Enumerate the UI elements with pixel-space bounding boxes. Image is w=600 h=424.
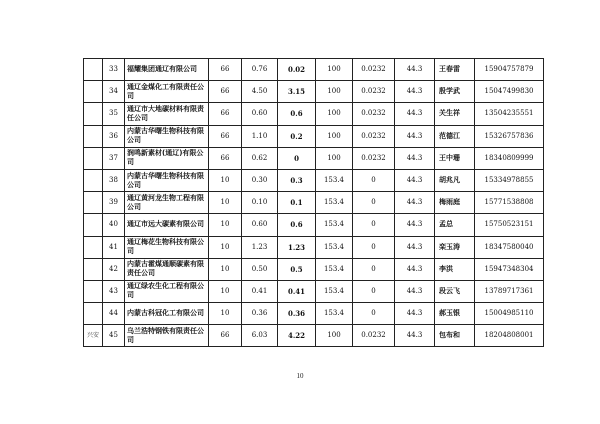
value-cell: 0.60 [242, 214, 278, 236]
value-cell: 10 [209, 280, 242, 302]
row-number-cell: 39 [103, 192, 125, 214]
value-cell: 0.10 [242, 192, 278, 214]
value-cell: 100 [316, 59, 353, 81]
value-cell: 0 [353, 192, 395, 214]
value-cell: 44.3 [395, 303, 435, 325]
company-name-cell: 内蒙古科冠化工有限公司 [125, 303, 209, 325]
table-row [84, 325, 544, 347]
region-cell [84, 103, 103, 125]
value-cell: 10 [209, 192, 242, 214]
value-cell: 3.15 [278, 81, 316, 103]
row-number-cell: 44 [103, 303, 125, 325]
value-cell: 153.4 [316, 169, 353, 191]
phone-number-cell: 18347580040 [475, 236, 544, 258]
value-cell: 0.5 [278, 258, 316, 280]
table-row [84, 169, 544, 191]
value-cell: 10 [209, 303, 242, 325]
value-cell: 44.3 [395, 81, 435, 103]
value-cell: 0.2 [278, 125, 316, 147]
value-cell: 44.3 [395, 280, 435, 302]
company-name-cell: 内蒙古华曙生物科技有限公司 [125, 125, 209, 147]
phone-number-cell: 15334978855 [475, 169, 544, 191]
value-cell: 0.36 [242, 303, 278, 325]
contact-name-cell: 梅雨庭 [435, 192, 475, 214]
value-cell: 100 [316, 325, 353, 347]
phone-number-cell: 15904757879 [475, 59, 544, 81]
value-cell: 1.10 [242, 125, 278, 147]
value-cell: 0 [353, 169, 395, 191]
value-cell: 0.02 [278, 59, 316, 81]
value-cell: 153.4 [316, 236, 353, 258]
value-cell: 0.76 [242, 59, 278, 81]
page-number: 10 [296, 372, 304, 380]
region-cell [84, 280, 103, 302]
phone-number-cell: 13789717361 [475, 280, 544, 302]
region-cell [84, 192, 103, 214]
row-number-cell: 42 [103, 258, 125, 280]
value-cell: 66 [209, 325, 242, 347]
row-number-cell: 40 [103, 214, 125, 236]
value-cell: 0.0232 [353, 59, 395, 81]
phone-number-cell: 15004985110 [475, 303, 544, 325]
phone-number-cell: 15771538808 [475, 192, 544, 214]
table-row [84, 81, 544, 103]
contact-name-cell: 包布和 [435, 325, 475, 347]
table-row [84, 125, 544, 147]
table-row [84, 303, 544, 325]
value-cell: 0 [353, 214, 395, 236]
company-name-cell: 内蒙古华曙生物科技有限公司 [125, 169, 209, 191]
region-cell [84, 169, 103, 191]
value-cell: 0.3 [278, 169, 316, 191]
company-name-cell: 润鸣新素材(通辽)有限公司 [125, 147, 209, 169]
phone-number-cell: 15750523151 [475, 214, 544, 236]
contact-name-cell: 栾玉涛 [435, 236, 475, 258]
value-cell: 10 [209, 258, 242, 280]
phone-number-cell: 13504235551 [475, 103, 544, 125]
value-cell: 0.36 [278, 303, 316, 325]
value-cell: 0 [353, 258, 395, 280]
region-cell: 兴安 [84, 325, 103, 347]
value-cell: 44.3 [395, 236, 435, 258]
value-cell: 0.0232 [353, 81, 395, 103]
company-name-cell: 内蒙古霍煤通顺碳素有限责任公司 [125, 258, 209, 280]
company-name-cell: 通辽市远大碳素有限公司 [125, 214, 209, 236]
table-row [84, 280, 544, 302]
value-cell: 0 [278, 147, 316, 169]
company-name-cell: 通辽梅花生物科技有限公司 [125, 236, 209, 258]
company-name-cell: 通辽黄河龙生物工程有限公司 [125, 192, 209, 214]
value-cell: 153.4 [316, 280, 353, 302]
value-cell: 66 [209, 103, 242, 125]
phone-number-cell: 18340809999 [475, 147, 544, 169]
value-cell: 4.22 [278, 325, 316, 347]
enterprise-table [83, 58, 544, 347]
company-name-cell: 通辽金煤化工有限责任公司 [125, 81, 209, 103]
value-cell: 1.23 [242, 236, 278, 258]
value-cell: 153.4 [316, 303, 353, 325]
region-cell [84, 59, 103, 81]
row-number-cell: 38 [103, 169, 125, 191]
contact-name-cell: 殷学武 [435, 81, 475, 103]
value-cell: 10 [209, 214, 242, 236]
contact-name-cell: 范德江 [435, 125, 475, 147]
value-cell: 0.0232 [353, 325, 395, 347]
table-row [84, 236, 544, 258]
value-cell: 44.3 [395, 147, 435, 169]
value-cell: 153.4 [316, 258, 353, 280]
region-cell [84, 303, 103, 325]
value-cell: 66 [209, 125, 242, 147]
value-cell: 0.6 [278, 214, 316, 236]
value-cell: 0.41 [242, 280, 278, 302]
value-cell: 0.41 [278, 280, 316, 302]
company-name-cell: 通辽市大地碳材料有限责任公司 [125, 103, 209, 125]
value-cell: 66 [209, 59, 242, 81]
value-cell: 0 [353, 236, 395, 258]
row-number-cell: 35 [103, 103, 125, 125]
value-cell: 10 [209, 236, 242, 258]
value-cell: 0.62 [242, 147, 278, 169]
value-cell: 66 [209, 81, 242, 103]
value-cell: 44.3 [395, 192, 435, 214]
company-name-cell: 乌兰浩特钢铁有限责任公司 [125, 325, 209, 347]
contact-name-cell: 关生祥 [435, 103, 475, 125]
phone-number-cell: 15047499830 [475, 81, 544, 103]
value-cell: 44.3 [395, 59, 435, 81]
value-cell: 153.4 [316, 214, 353, 236]
contact-name-cell: 孟总 [435, 214, 475, 236]
value-cell: 0.60 [242, 103, 278, 125]
value-cell: 10 [209, 169, 242, 191]
value-cell: 0.6 [278, 103, 316, 125]
phone-number-cell: 15326757836 [475, 125, 544, 147]
phone-number-cell: 18204808001 [475, 325, 544, 347]
contact-name-cell: 胡兆凡 [435, 169, 475, 191]
value-cell: 153.4 [316, 192, 353, 214]
table-row [84, 192, 544, 214]
value-cell: 44.3 [395, 258, 435, 280]
contact-name-cell: 段云飞 [435, 280, 475, 302]
table-row [84, 103, 544, 125]
row-number-cell: 43 [103, 280, 125, 302]
value-cell: 1.23 [278, 236, 316, 258]
value-cell: 0.30 [242, 169, 278, 191]
region-cell [84, 258, 103, 280]
value-cell: 100 [316, 147, 353, 169]
value-cell: 44.3 [395, 103, 435, 125]
region-cell [84, 81, 103, 103]
value-cell: 44.3 [395, 169, 435, 191]
row-number-cell: 41 [103, 236, 125, 258]
table-row [84, 258, 544, 280]
value-cell: 66 [209, 147, 242, 169]
row-number-cell: 37 [103, 147, 125, 169]
value-cell: 0.1 [278, 192, 316, 214]
value-cell: 100 [316, 103, 353, 125]
value-cell: 44.3 [395, 325, 435, 347]
value-cell: 100 [316, 125, 353, 147]
value-cell: 0.0232 [353, 147, 395, 169]
value-cell: 4.50 [242, 81, 278, 103]
row-number-cell: 33 [103, 59, 125, 81]
contact-name-cell: 郝玉银 [435, 303, 475, 325]
table-row [84, 214, 544, 236]
region-cell [84, 214, 103, 236]
phone-number-cell: 15947348304 [475, 258, 544, 280]
value-cell: 0.0232 [353, 103, 395, 125]
value-cell: 100 [316, 81, 353, 103]
row-number-cell: 36 [103, 125, 125, 147]
row-number-cell: 45 [103, 325, 125, 347]
value-cell: 6.03 [242, 325, 278, 347]
value-cell: 0.0232 [353, 125, 395, 147]
table-row [84, 147, 544, 169]
region-cell [84, 236, 103, 258]
value-cell: 44.3 [395, 125, 435, 147]
region-cell [84, 147, 103, 169]
row-number-cell: 34 [103, 81, 125, 103]
table-row [84, 59, 544, 81]
value-cell: 0.50 [242, 258, 278, 280]
region-cell [84, 125, 103, 147]
company-name-cell: 通辽绿农生化工程有限公司 [125, 280, 209, 302]
contact-name-cell: 王春雷 [435, 59, 475, 81]
value-cell: 44.3 [395, 214, 435, 236]
contact-name-cell: 王中珊 [435, 147, 475, 169]
value-cell: 0 [353, 280, 395, 302]
contact-name-cell: 李洪 [435, 258, 475, 280]
value-cell: 0 [353, 303, 395, 325]
table-body [84, 59, 544, 347]
company-name-cell: 福耀集团通辽有限公司 [125, 59, 209, 81]
